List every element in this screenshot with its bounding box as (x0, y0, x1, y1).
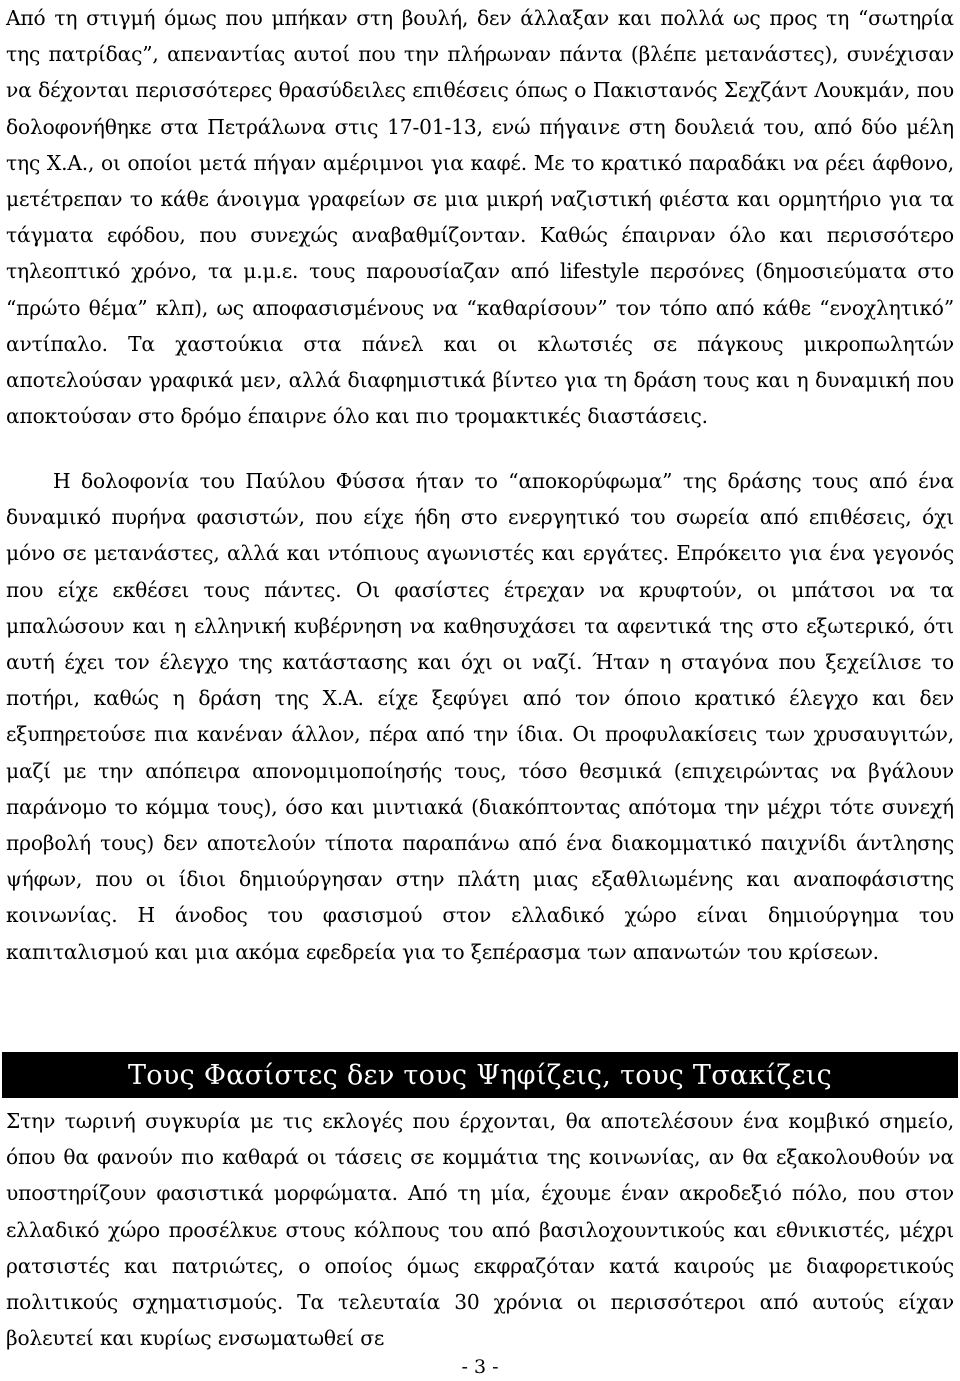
paragraph-2: Η δολοφονία του Παύλου Φύσσα ήταν το “αποκορύφωμα” της δράσης τους από ένα δυναμικό πυρήνα φασιστών, που είχε ήδη στο ενεργητικό του σωρεία από επιθέσεις, όχι μόνο σε μετανάστες, αλλά και ντόπιους αγωνιστές και εργάτες. Επρόκειτο για ένα γεγονός που είχε εκθέσει τους πάντες. Οι φασίστες έτρεχαν να κρυφτούν, οι μπάτσοι να τα μπαλώσουν και η ελληνική κυβέρνηση να καθησυχάσει τα αφεντικά της στο εξωτερικό, ότι αυτή έχει τον έλεγχο της κατάστασης και όχι οι ναζί. Ήταν η σταγόνα που ξεχείλισε το ποτήρι, καθώς η δράση της Χ.Α. είχε ξεφύγει από τον όποιο κρατικό έλεγχο και δεν εξυπηρετούσε πια κανέναν άλλον, πέρα από την ίδια. Οι προφυλακίσεις των χρυσαυγιτών, μαζί με την απόπειρα απονομιμοποίησής τους, τόσο θεσμικά (επιχειρώντας να βγάλουν παράνομο το κόμμα τους), όσο και μιντιακά (διακόπτοντας απότομα την μέχρι τότε συνεχή προβολή τους) δεν αποτελούν τίποτα παραπάνω από ένα διακομματικό παιχνίδι άντλησης ψήφων, που οι ίδιοι δημιούργησαν στην πλάτη μιας εξαθλιωμένης και αναποφάσιστης κοινωνίας. Η άνοδος του φασισμού στον ελλαδικό χώρο είναι δημιούργημα του καπιταλισμού και μια ακόμα εφεδρεία για το ξεπέρασμα των απανωτών του κρίσεων. (6, 469, 954, 964)
paragraph-3: Στην τωρινή συγκυρία με τις εκλογές που έρχονται, θα αποτελέσουν ένα κομβικό σημείο, όπου θα φανούν πιο καθαρά οι τάσεις σε κομμάτια της κοινωνίας, αν θα εξακολουθούν να υποστηρίζουν φασιστικά μορφώματα. Από τη μία, έχουμε έναν ακροδεξιό πόλο, που στον ελλαδικό χώρο προσέλκυε στους κόλπους του από βασιλοχουντικούς και εθνικιστές, μέχρι ρατσιστές και πατριώτες, ο οποίος όμως εκφραζόταν κατά καιρούς με διαφορετικούς πολιτικούς σχηματισμούς. Τα τελευταία 30 χρόνια οι περισσότεροι από αυτούς είχαν βολευτεί και κυρίως ενσωματωθεί σε (6, 1109, 954, 1351)
page-number: - 3 - (461, 1356, 499, 1378)
paragraph-1: Από τη στιγμή όμως που μπήκαν στη βουλή, δεν άλλαξαν και πολλά ως προς τη “σωτηρία της πατρίδας”, απεναντίας αυτοί που την πλήρωναν πάντα (βλέπε μετανάστες), συνέχισαν να δέχονται περισσότερες θρασύδειλες επιθέσεις όπως ο Πακιστανός Σεχζάντ Λουκμάν, που δολοφονήθηκε στα Πετράλωνα στις 17-01-13, ενώ πήγαινε στη δουλειά του, από δύο μέλη της Χ.Α., οι οποίοι μετά πήγαν αμέριμνοι για καφέ. Με το κρατικό παραδάκι να ρέει άφθονο, μετέτρεπαν το κάθε άνοιγμα γραφείων σε μια μικρή ναζιστική φιέστα και ορμητήριο για τα τάγματα εφόδου, που συνεχώς αναβαθμίζονταν. Καθώς έπαιρναν όλο και περισσότερο τηλεοπτικό χρόνο, τα μ.μ.ε. τους παρουσίαζαν από lifestyle περσόνες (δημοσιεύματα στο “πρώτο θέμα” κλπ), ως αποφασισμένους να “καθαρίσουν” τον τόπο από κάθε “ενοχλητικό” αντίπαλο. Τα χαστούκια στα πάνελ και οι κλωτσιές σε πάγκους μικροπωλητών αποτελούσαν γραφικά μεν, αλλά διαφημιστικά βίντεο για τη δράση τους και η δυναμική που αποκτούσαν στο δρόμο έπαιρνε όλο και πιο τρομακτικές διαστάσεις. (6, 6, 954, 429)
section-heading-bar (2, 1052, 958, 1098)
section-heading: Τους Φασίστες δεν τους Ψηφίζεις, τους Τσακίζεις (127, 1059, 833, 1091)
